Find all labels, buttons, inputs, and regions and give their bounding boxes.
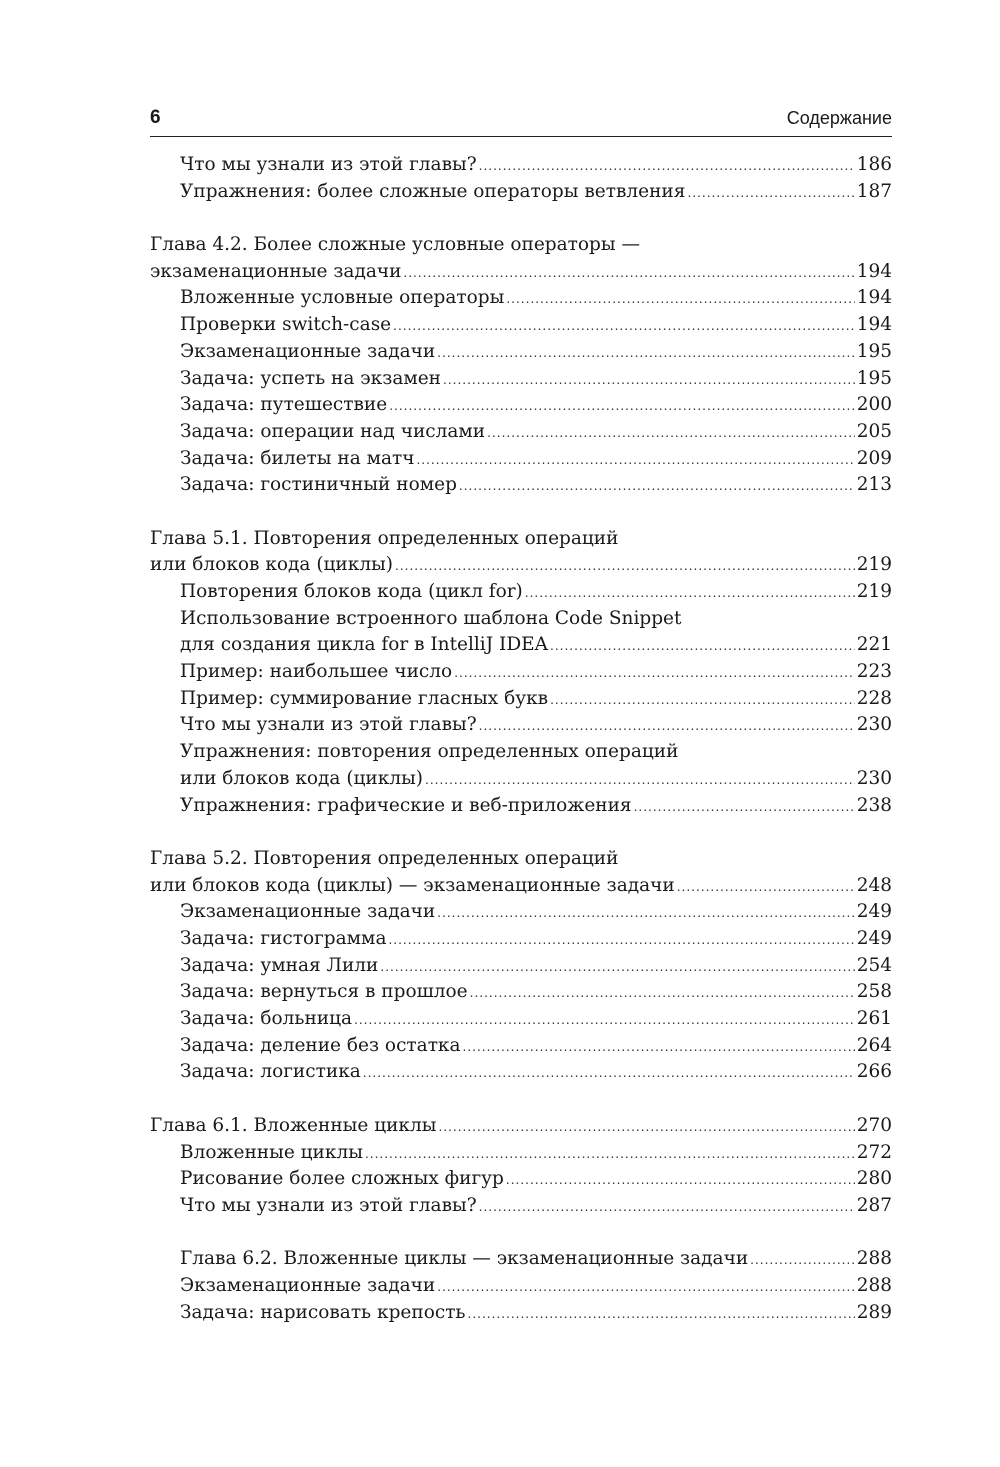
toc-entry-title: или блоков кода (циклы) — экзаменационные задачи — [150, 874, 675, 896]
toc-entry[interactable] — [150, 472, 892, 499]
toc-entry-title: Задача: операции над числами — [180, 420, 486, 442]
page-header — [150, 106, 892, 137]
toc-line — [180, 285, 892, 312]
toc-entry[interactable] — [150, 1033, 892, 1060]
toc-page-number: 195 — [856, 367, 892, 389]
toc-entry-title: Задача: гистограмма — [180, 928, 387, 950]
toc-page-number: 261 — [856, 1008, 892, 1030]
toc-entry-title: Проверки switch-case — [180, 314, 392, 336]
toc-entry-title: Что мы узнали из этой главы? — [180, 714, 477, 736]
toc-page-number: 238 — [856, 794, 892, 816]
toc-entry[interactable] — [150, 793, 892, 820]
toc-entry-title: Глава 4.2. Более сложные условные операторы — — [150, 234, 640, 256]
toc-line — [180, 472, 892, 499]
toc-entry[interactable] — [150, 1140, 892, 1167]
toc-line — [180, 579, 892, 606]
dot-leader — [463, 1034, 855, 1061]
dot-leader — [550, 633, 855, 660]
toc-page-number: 187 — [856, 180, 892, 202]
toc-chapter-entry[interactable] — [150, 232, 892, 285]
toc-entry[interactable] — [150, 1166, 892, 1193]
toc-page-number: 221 — [856, 634, 892, 656]
toc-entry[interactable] — [150, 606, 892, 659]
toc-entry[interactable] — [150, 579, 892, 606]
toc-line — [180, 953, 892, 980]
toc-entry-title: Рисование более сложных фигур — [180, 1168, 504, 1190]
toc-line — [180, 446, 892, 473]
toc-page-number: 205 — [856, 420, 892, 442]
toc-entry[interactable] — [150, 1273, 892, 1300]
toc-line — [180, 152, 892, 179]
toc-entry[interactable] — [150, 446, 892, 473]
toc-entry-title: Упражнения: более сложные операторы ветвления — [180, 180, 686, 202]
toc-entry-title: Задача: нарисовать крепость — [180, 1301, 466, 1323]
toc-line — [180, 419, 892, 446]
toc-entry-title: Глава 6.2. Вложенные циклы — экзаменационные задачи — [180, 1248, 749, 1270]
toc-entry-title: Задача: гостиничный номер — [180, 474, 457, 496]
toc-entry-title: Задача: билеты на матч — [180, 447, 415, 469]
toc-line — [180, 793, 892, 820]
toc-page-number: 213 — [856, 474, 892, 496]
toc-line — [180, 739, 892, 766]
toc-entry[interactable] — [150, 1246, 892, 1273]
toc-entry[interactable] — [150, 179, 892, 206]
toc-line — [150, 552, 892, 579]
toc-line — [150, 1113, 892, 1140]
toc-line — [150, 259, 892, 286]
toc-page-number: 209 — [856, 447, 892, 469]
dot-leader — [506, 286, 854, 313]
toc-page-number: 280 — [856, 1168, 892, 1190]
toc-page-number: 186 — [856, 154, 892, 175]
toc-entry[interactable] — [150, 712, 892, 739]
toc-line — [180, 1059, 892, 1086]
toc-line — [180, 1193, 892, 1220]
toc-entry-title: Задача: логистика — [180, 1061, 361, 1083]
toc-page-number: 230 — [856, 714, 892, 736]
toc-entry-title: Задача: умная Лили — [180, 954, 379, 976]
toc-entry[interactable] — [150, 1059, 892, 1086]
toc-entry-title: Экзаменационные задачи — [180, 901, 436, 923]
toc-entry[interactable] — [150, 285, 892, 312]
toc-line — [180, 1140, 892, 1167]
dot-leader — [479, 1194, 855, 1221]
dot-leader — [470, 980, 855, 1007]
dot-leader — [525, 580, 855, 607]
dot-leader — [425, 767, 855, 794]
toc-line — [150, 873, 892, 900]
toc-entry[interactable] — [150, 899, 892, 926]
toc-entry[interactable] — [150, 419, 892, 446]
dot-leader — [365, 1141, 855, 1168]
dot-leader — [750, 1247, 855, 1274]
toc-entry-title: Задача: больница — [180, 1008, 353, 1030]
dot-leader — [479, 713, 855, 740]
toc-entry-title: для создания цикла for в IntelliJ IDEA — [180, 634, 549, 656]
toc-entry-title: Повторения блоков кода (цикл for) — [180, 581, 523, 603]
dot-leader — [437, 900, 854, 927]
toc-line — [180, 179, 892, 206]
dot-leader — [363, 1060, 855, 1087]
toc-line — [180, 1033, 892, 1060]
toc-entry-title: Использование встроенного шаблона Code Snippet — [180, 607, 682, 629]
toc-page-number: 230 — [856, 767, 892, 789]
toc-entry-title: или блоков кода (циклы) — [150, 554, 394, 576]
toc-page-number: 219 — [856, 581, 892, 603]
toc-entry-title: Экзаменационные задачи — [180, 1274, 436, 1296]
toc-entry-title: Экзаменационные задачи — [180, 340, 436, 362]
toc-page-number: 258 — [856, 981, 892, 1003]
dot-leader — [487, 420, 855, 447]
toc-line — [180, 899, 892, 926]
toc-page-number: 270 — [856, 1114, 892, 1136]
toc-entry-title: Глава 6.1. Вложенные циклы — [150, 1114, 437, 1136]
dot-leader — [393, 313, 855, 340]
toc-entry[interactable] — [150, 339, 892, 366]
dot-leader — [687, 180, 854, 207]
toc-page-number: 194 — [856, 260, 892, 282]
dot-leader — [550, 687, 855, 714]
dot-leader — [403, 260, 854, 287]
toc-entry-title: Что мы узнали из этой главы? — [180, 154, 477, 175]
toc-entry-title: экзаменационные задачи — [150, 260, 402, 282]
toc-entry[interactable] — [150, 1193, 892, 1220]
dot-leader — [438, 1114, 854, 1141]
toc-page-number: 194 — [856, 287, 892, 309]
toc-line — [180, 712, 892, 739]
toc-page-number: 289 — [856, 1301, 892, 1323]
toc-entry[interactable] — [150, 152, 892, 179]
toc-entry[interactable] — [150, 979, 892, 1006]
toc-entry-title: Задача: деление без остатка — [180, 1034, 461, 1056]
toc-entry[interactable] — [150, 686, 892, 713]
toc-chapter-entry[interactable] — [150, 526, 892, 579]
dot-leader — [468, 1301, 855, 1328]
dot-leader — [677, 874, 855, 901]
toc-entry[interactable] — [150, 1300, 892, 1327]
toc-line — [180, 926, 892, 953]
running-title: Содержание — [786, 108, 892, 128]
toc-entry-title: или блоков кода (циклы) — [180, 767, 424, 789]
toc-page-number: 249 — [856, 928, 892, 950]
toc-line — [180, 339, 892, 366]
dot-leader — [389, 393, 855, 420]
toc-entry[interactable] — [150, 366, 892, 393]
dot-leader — [388, 927, 854, 954]
toc-entry[interactable] — [150, 739, 892, 792]
toc-entry-title: Упражнения: графические и веб-приложения — [180, 794, 632, 816]
toc-entry-title: Задача: вернуться в прошлое — [180, 981, 468, 1003]
toc-entry-title: Пример: наибольшее число — [180, 661, 453, 683]
toc-page-number: 228 — [856, 687, 892, 709]
dot-leader — [443, 367, 855, 394]
toc-entry-title: Что мы узнали из этой главы? — [180, 1194, 477, 1216]
toc-page-number: 195 — [856, 340, 892, 362]
table-of-contents — [150, 152, 892, 1326]
toc-entry-title: Пример: суммирование гласных букв — [180, 687, 549, 709]
toc-page-number: 254 — [856, 954, 892, 976]
toc-line — [180, 1300, 892, 1327]
toc-line — [180, 366, 892, 393]
toc-line — [180, 392, 892, 419]
page-number: 6 — [150, 107, 161, 128]
toc-entry[interactable] — [150, 312, 892, 339]
toc-entry[interactable] — [150, 953, 892, 980]
toc-page-number: 272 — [856, 1141, 892, 1163]
toc-line — [150, 846, 892, 873]
toc-entry[interactable] — [150, 392, 892, 419]
toc-page-number: 288 — [856, 1248, 892, 1270]
dot-leader — [459, 473, 855, 500]
toc-line — [150, 526, 892, 553]
toc-line — [180, 1246, 892, 1273]
dot-leader — [454, 660, 855, 687]
toc-entry-title: Глава 5.1. Повторения определенных операций — [150, 527, 619, 549]
toc-line — [180, 766, 892, 793]
toc-line — [180, 979, 892, 1006]
toc-line — [180, 1006, 892, 1033]
toc-page-number: 248 — [856, 874, 892, 896]
dot-leader — [634, 794, 855, 821]
dot-leader — [506, 1167, 855, 1194]
toc-entry-title: Задача: путешествие — [180, 394, 388, 416]
toc-entry[interactable] — [150, 926, 892, 953]
toc-line — [180, 1166, 892, 1193]
toc-page-number: 266 — [856, 1061, 892, 1083]
dot-leader — [354, 1007, 855, 1034]
dot-leader — [437, 1274, 854, 1301]
toc-page-number: 288 — [856, 1274, 892, 1296]
toc-entry-title: Вложенные условные операторы — [180, 287, 505, 309]
dot-leader — [479, 153, 855, 180]
toc-entry-title: Глава 5.2. Повторения определенных операций — [150, 847, 619, 869]
toc-entry[interactable] — [150, 659, 892, 686]
toc-line — [180, 632, 892, 659]
toc-chapter-entry[interactable] — [150, 1113, 892, 1140]
dot-leader — [416, 447, 854, 474]
toc-entry[interactable] — [150, 1006, 892, 1033]
toc-entry-title: Упражнения: повторения определенных операций — [180, 741, 679, 763]
toc-page-number: 264 — [856, 1034, 892, 1056]
toc-page-number: 223 — [856, 661, 892, 683]
toc-line — [180, 312, 892, 339]
toc-entry-title: Вложенные циклы — [180, 1141, 363, 1163]
dot-leader — [380, 954, 854, 981]
toc-chapter-entry[interactable] — [150, 846, 892, 899]
toc-page-number: 287 — [856, 1194, 892, 1216]
toc-line — [150, 232, 892, 259]
toc-line — [180, 1273, 892, 1300]
toc-line — [180, 659, 892, 686]
toc-page-number: 219 — [856, 554, 892, 576]
dot-leader — [437, 340, 854, 367]
toc-page-number: 194 — [856, 314, 892, 336]
toc-page-number: 200 — [856, 394, 892, 416]
toc-line — [180, 686, 892, 713]
toc-entry-title: Задача: успеть на экзамен — [180, 367, 442, 389]
toc-page-number: 249 — [856, 901, 892, 923]
toc-line — [180, 606, 892, 633]
dot-leader — [395, 553, 855, 580]
